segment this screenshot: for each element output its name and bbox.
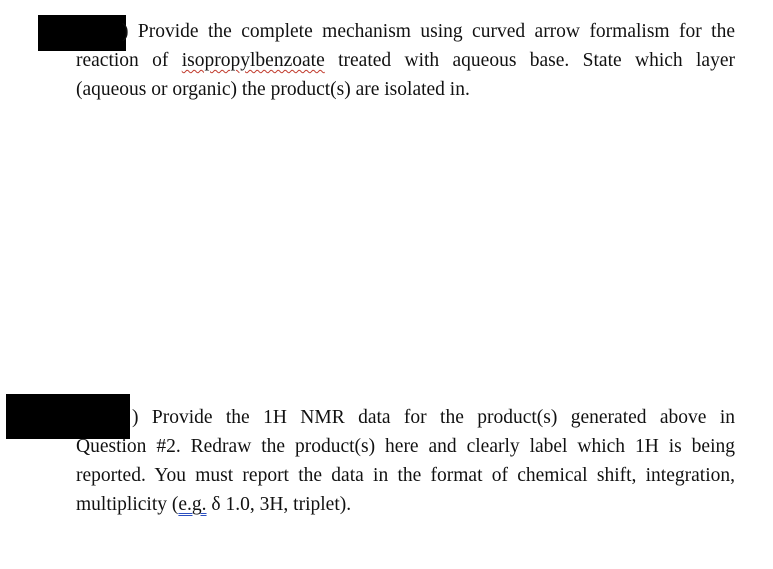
question-a-line-2-prefix: reaction of [76,50,169,71]
question-b-line-2: Question #2. Redraw the product(s) here and clearly label which 1H is being [76,436,735,457]
question-b-line-4-suffix: δ 1.0, 3H, triplet). [206,494,352,515]
question-b-line-3: reported. You must report the data in the format of chemical shift, integration, [76,465,735,486]
question-a-line-1: ) Provide the complete mechanism using curved arrow formalism for the [122,21,735,42]
misspelled-word-isopropylbenzoate[interactable]: isopropylbenzoate [181,50,325,71]
question-b-line-4-prefix: multiplicity ( [76,494,179,515]
question-b-paragraph [76,403,735,519]
question-a-line-3: (aqueous or organic) the product(s) are isolated in. [76,79,470,100]
question-b-line-4 [76,490,735,519]
question-a-line-2-rest: treated with aqueous base. State which layer [338,50,735,71]
question-a-line-2 [76,46,735,75]
grammar-flag-eg[interactable]: e.g. [178,494,207,515]
question-b-line-1: ) Provide the 1H NMR data for the product(s) generated above in [132,407,735,428]
question-a-paragraph [76,17,735,104]
